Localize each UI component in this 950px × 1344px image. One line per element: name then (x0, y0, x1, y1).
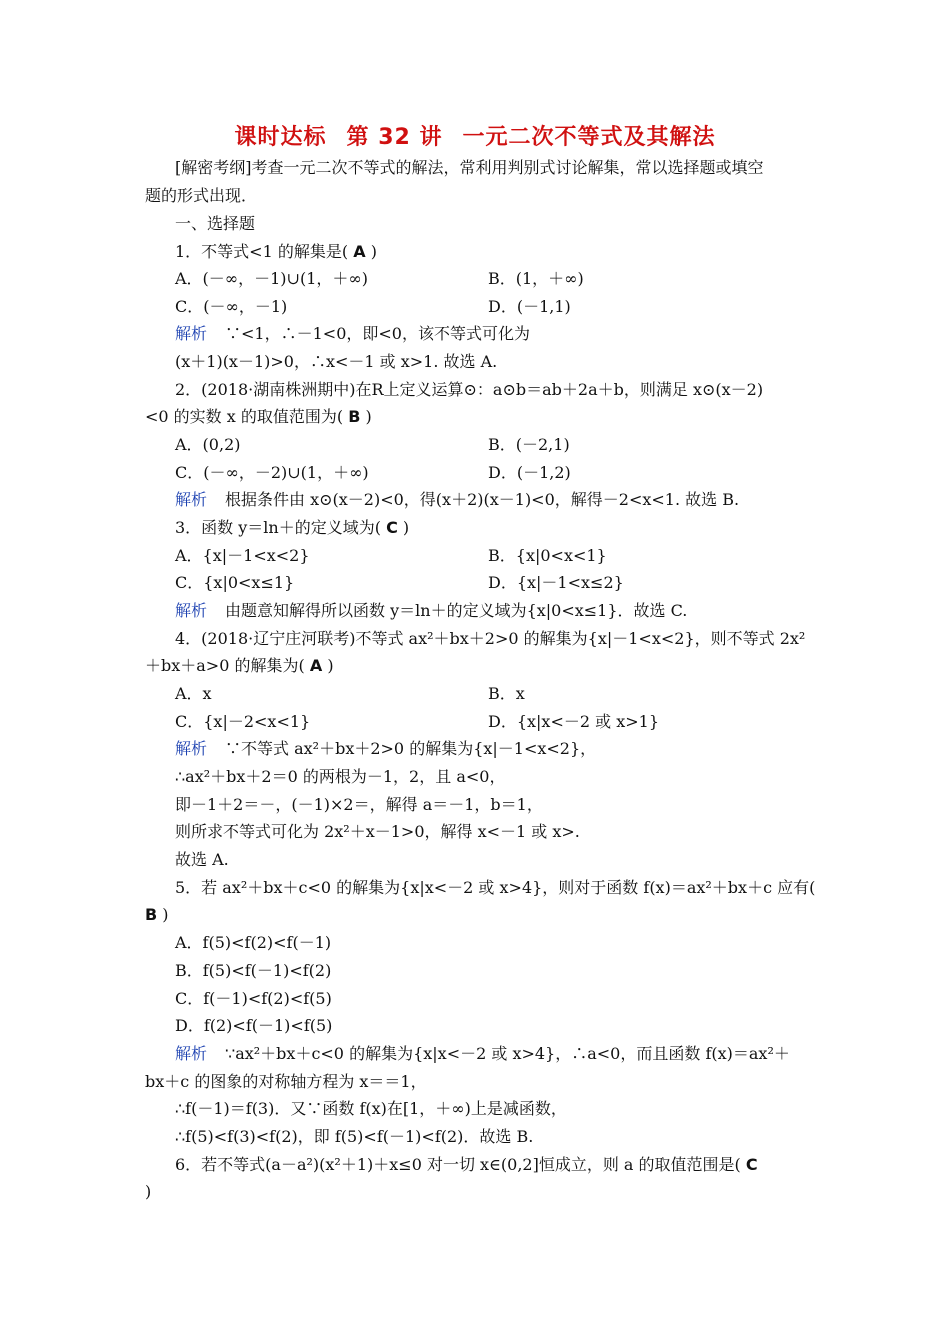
q5-solution-line-2: bx＋c 的图象的对称轴方程为 x＝＝1， (145, 1072, 427, 1091)
q5-solution-label: 解析 (175, 1044, 208, 1063)
title-part-2: 第 32 讲 (346, 125, 443, 150)
q4-solution-line-2: ∴ax²＋bx＋2＝0 的两根为－1，2，且 a<0， (175, 767, 506, 786)
q2-option-c: C．(－∞，－2)∪(1，＋∞) (175, 463, 369, 482)
q1-option-a: A．(－∞，－1)∪(1，＋∞) (175, 269, 368, 288)
q3-answer: C (386, 518, 398, 537)
q5-option-a: A．f(5)<f(2)<f(－1) (175, 933, 332, 952)
q3-close: ) (402, 518, 410, 537)
q5-close: ) (162, 905, 169, 924)
q2-option-d: D．(－1,2) (488, 463, 571, 482)
q1-solution-label: 解析 (175, 324, 208, 343)
q2-solution-line-1 (175, 489, 739, 511)
q1-option-c: C．(－∞，－1) (175, 297, 288, 316)
q2-close: ) (365, 407, 372, 426)
q1-solution-line-2: (x＋1)(x－1)>0，∴x<－1 或 x>1. 故选 A. (175, 352, 498, 371)
q4-solution-label: 解析 (175, 739, 208, 758)
q4-solution-line-3: 即－1＋2＝－，(－1)×2＝，解得 a＝－1，b＝1， (175, 795, 543, 814)
section-heading: 一、选择题 (175, 214, 256, 233)
q4-option-b: B．x (488, 684, 525, 703)
q3-stem-text: 3．函数 y＝ln＋的定义域为( (175, 518, 381, 537)
question-2-stem-2 (145, 406, 372, 428)
q4-option-d: D．{x|x<－2 或 x>1} (488, 712, 659, 731)
q4-answer: A (309, 656, 323, 675)
q1-stem-text: 1．不等式<1 的解集是( (175, 242, 349, 261)
q1-close: ) (370, 242, 377, 261)
q5-solution-line-4: ∴f(5)<f(3)<f(2)，即 f(5)<f(－1)<f(2)．故选 B. (175, 1127, 534, 1146)
q5-solution-text-1: ∵ax²＋bx＋c<0 的解集为{x|x<－2 或 x>4}，∴a<0，而且函数 f(x)＝ax²＋ (225, 1044, 790, 1063)
q2-answer: B (348, 407, 361, 426)
title-part-3: 一元二次不等式及其解法 (462, 125, 716, 150)
question-2-stem-1: 2．(2018·湖南株洲期中)在R上定义运算⊙：a⊙b＝ab＋2a＋b，则满足 x⊙(x－2) (175, 380, 764, 399)
q4-solution-line-1 (175, 738, 596, 760)
q2-option-a: A．(0,2) (175, 435, 241, 454)
q2-solution-label: 解析 (175, 490, 208, 509)
q5-solution-line-1 (175, 1043, 790, 1065)
q1-answer: A (353, 242, 366, 261)
title-part-1: 课时达标 (234, 125, 327, 150)
question-5-stem-2 (145, 904, 169, 926)
q2-option-b: B．(－2,1) (488, 435, 570, 454)
q2-stem-text: <0 的实数 x 的取值范围为( (145, 407, 344, 426)
q4-stem-text: ＋bx＋a>0 的解集为( (145, 656, 305, 675)
q4-solution-line-5: 故选 A. (175, 850, 229, 869)
q5-option-d: D．f(2)<f(－1)<f(5) (175, 1016, 333, 1035)
q5-option-b: B．f(5)<f(－1)<f(2) (175, 961, 332, 980)
intro-line-2: 题的形式出现． (145, 186, 258, 205)
question-4-stem-1: 4．(2018·辽宁庄河联考)不等式 ax²＋bx＋2>0 的解集为{x|－1<x<2}，则不等式 2x² (175, 629, 806, 648)
q6-answer: C (745, 1155, 758, 1174)
question-6-stem-1 (175, 1154, 758, 1176)
q3-option-b: B．{x|0<x<1} (488, 546, 607, 565)
intro-line-1: [解密考纲]考查一元二次不等式的解法，常利用判别式讨论解集，常以选择题或填空 (175, 158, 764, 177)
page-title (0, 120, 950, 151)
q4-option-c: C．{x|－2<x<1} (175, 712, 311, 731)
q5-solution-line-3: ∴f(－1)＝f(3)．又∵函数 f(x)在[1，＋∞)上是减函数， (175, 1099, 567, 1118)
question-6-stem-2: ) (145, 1182, 152, 1201)
q3-solution-line-1 (175, 600, 687, 622)
q1-option-b: B．(1，＋∞) (488, 269, 584, 288)
q3-solution-label: 解析 (175, 601, 208, 620)
question-4-stem-2 (145, 655, 334, 677)
question-1-stem (175, 241, 377, 263)
q4-solution-text-1: ∵不等式 ax²＋bx＋2>0 的解集为{x|－1<x<2}， (225, 739, 597, 758)
q4-solution-line-4: 则所求不等式可化为 2x²＋x－1>0，解得 x<－1 或 x>. (175, 822, 580, 841)
q2-solution-text-1: 根据条件由 x⊙(x－2)<0，得(x＋2)(x－1)<0，解得－2<x<1. 故选 B. (225, 490, 740, 509)
q1-solution-line-1 (175, 323, 530, 345)
q3-solution-text-1: 由题意知解得所以函数 y＝ln＋的定义域为{x|0<x≤1}．故选 C. (225, 601, 688, 620)
q5-answer: B (145, 905, 158, 924)
question-3-stem (175, 517, 409, 539)
q5-option-c: C．f(－1)<f(2)<f(5) (175, 989, 332, 1008)
q1-solution-text-1: ∵<1，∴－1<0，即<0，该不等式可化为 (225, 324, 530, 343)
q4-option-a: A．x (175, 684, 212, 703)
q3-option-a: A．{x|－1<x<2} (175, 546, 310, 565)
question-5-stem-1: 5．若 ax²＋bx＋c<0 的解集为{x|x<－2 或 x>4}，则对于函数 f(x)＝ax²＋bx＋c 应有( (175, 878, 816, 897)
q6-stem-text: 6．若不等式(a－a²)(x²＋1)＋x≤0 对一切 x∈(0,2]恒成立，则 a 的取值范围是( (175, 1155, 741, 1174)
q3-option-c: C．{x|0<x≤1} (175, 573, 295, 592)
q3-option-d: D．{x|－1<x≤2} (488, 573, 624, 592)
q1-option-d: D．(－1,1) (488, 297, 571, 316)
q4-close: ) (327, 656, 334, 675)
